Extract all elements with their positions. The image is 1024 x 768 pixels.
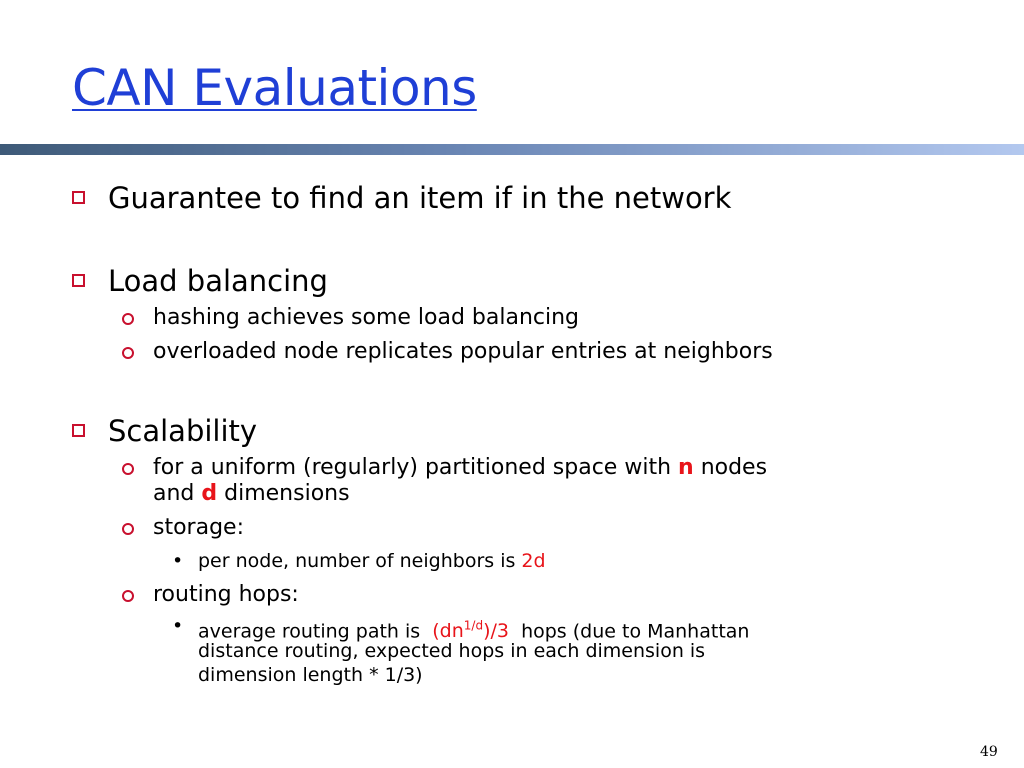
- detail-text: distance routing, expected hops in each dimension is: [198, 640, 706, 662]
- sub-bullet-text: hashing achieves some load balancing: [153, 305, 580, 330]
- sub-bullet-text-line2: and d dimensions: [153, 481, 350, 506]
- formula: $(dn^{1/d})/3$: [432, 619, 509, 643]
- bullet-text: Scalability: [108, 414, 258, 448]
- circle-bullet-icon: [122, 523, 134, 535]
- bullet-text: Guarantee to find an item if in the network: [108, 181, 732, 215]
- square-bullet-icon: [72, 424, 85, 437]
- circle-bullet-icon: [122, 313, 134, 325]
- sub-bullet-text: overloaded node replicates popular entries at neighbors: [153, 339, 773, 364]
- bullet-text: Load balancing: [108, 264, 328, 298]
- dot-bullet-icon: •: [172, 550, 184, 572]
- circle-bullet-icon: [122, 347, 134, 359]
- detail-text: average routing path is $(dn^{1/d})/3$ hops (due to Manhattan: [198, 619, 750, 643]
- page-number: 49: [980, 744, 998, 760]
- slide-title: CAN Evaluations: [72, 59, 477, 117]
- var-d: d: [201, 481, 218, 506]
- value-2d: 2d: [521, 550, 546, 572]
- square-bullet-icon: [72, 191, 85, 204]
- square-bullet-icon: [72, 274, 85, 287]
- dot-bullet-icon: •: [172, 615, 184, 637]
- circle-bullet-icon: [122, 463, 134, 475]
- var-n: n: [678, 455, 694, 480]
- sub-bullet-text: storage:: [153, 515, 244, 540]
- sub-bullet-text-line1: for a uniform (regularly) partitioned space with n nodes: [153, 455, 768, 480]
- detail-text: per node, number of neighbors is 2d: [198, 550, 546, 572]
- circle-bullet-icon: [122, 590, 134, 602]
- sub-bullet-text: routing hops:: [153, 582, 299, 607]
- detail-text: dimension length * 1/3): [198, 664, 423, 686]
